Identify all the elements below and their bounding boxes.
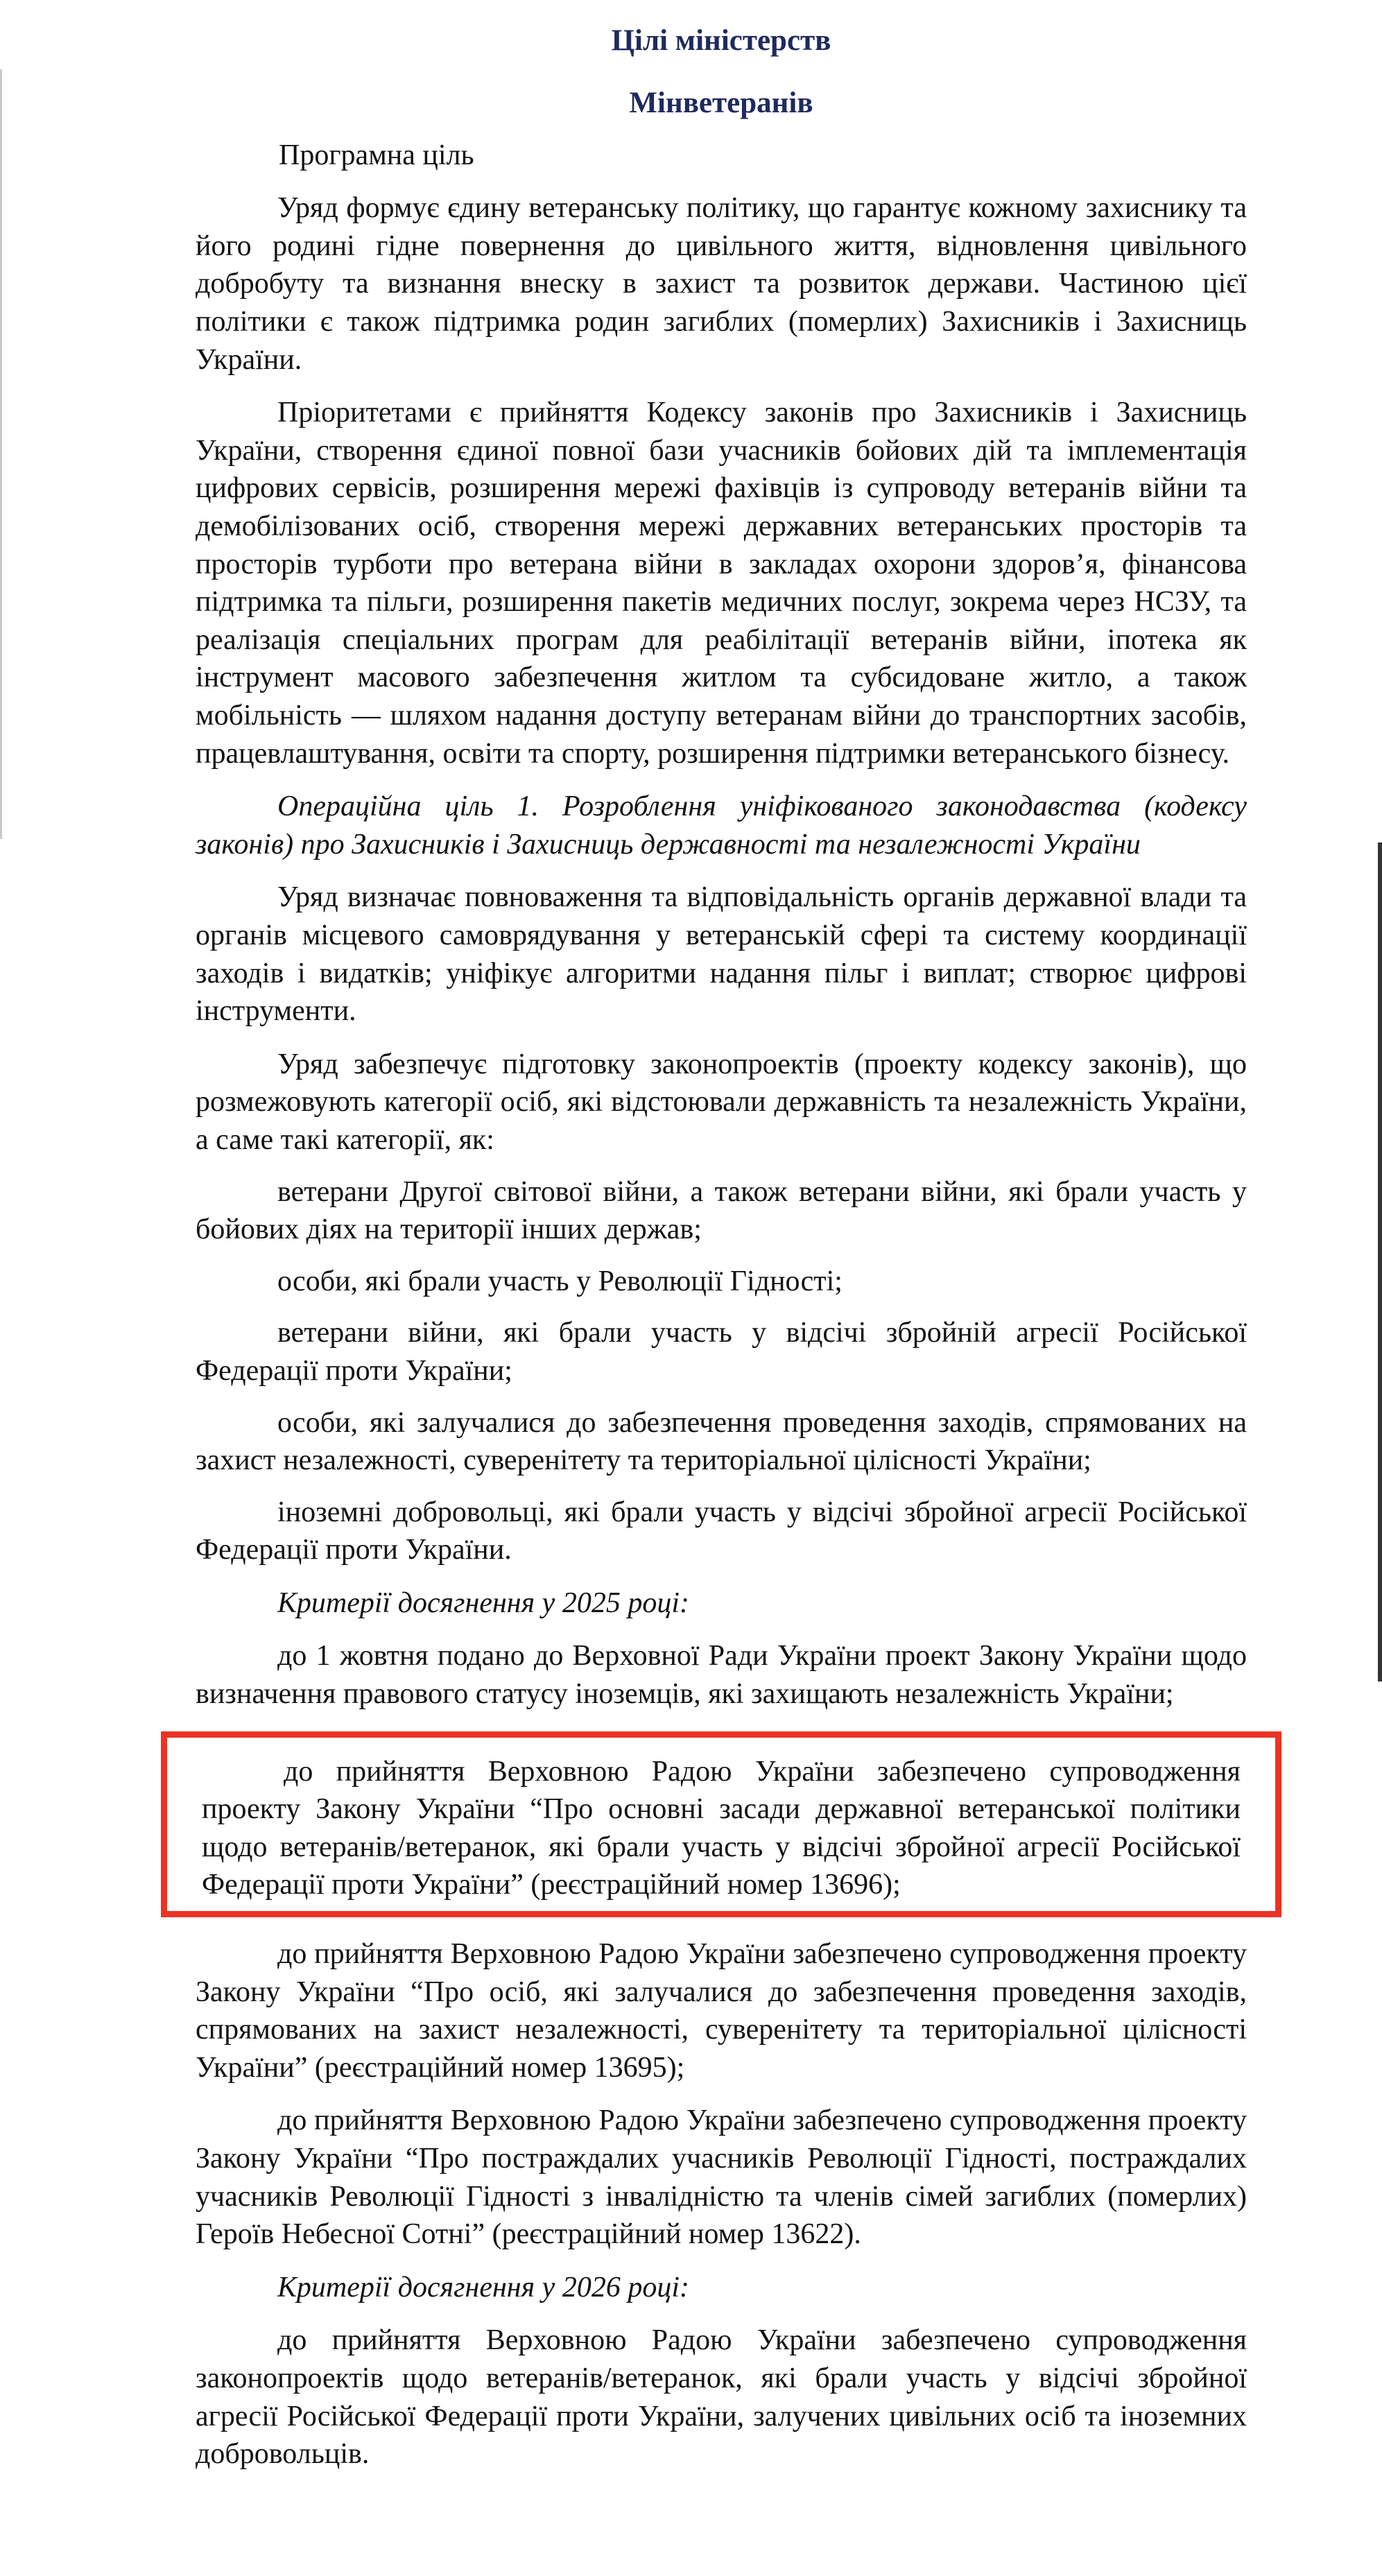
document-content — [196, 14, 1247, 2473]
criteria-2025-heading: Критерії досягнення у 2025 році: — [277, 1587, 689, 1619]
category-item: іноземні добровольці, які брали участь у відсічі збройної агресії Російської Федерації проти України. — [196, 1496, 1247, 1566]
criteria-2025-item: до прийняття Верховною Радою України забезпечено супроводження проекту Закону України “Про постраждалих учасників Революції Гідності, постраждалих учасників Революції Гідності з інвалідністю та членів сімей загиблих (померлих) Героїв Небесної Сотні” (реєстраційний номер 13622). — [196, 2104, 1247, 2251]
goal-paragraph-2: Уряд забезпечує підготовку законопроектів (проекту кодексу законів), що розмежовують категорії осіб, які відстоювали державність та незалежність України, а саме такі категорії, як: — [196, 1048, 1247, 1156]
section-title: Цілі міністерств — [611, 24, 831, 57]
intro-paragraph-1: Уряд формує єдину ветеранську політику, що гарантує кожному захиснику та його родині гідне повернення до цивільного життя, відновлення цивільного добробуту та визнання внеску в захист та розвиток держави. Частиною цієї політики є також підтримка родин загиблих (померлих) Захисників і Захисниць України. — [196, 192, 1247, 376]
intro-paragraph-2: Пріоритетами є прийняття Кодексу законів про Захисників і Захисниць України, створення єдиної повної бази учасників бойових дій та імплементація цифрових сервісів, розширення мережі фахівців із супроводу ветеранів війни та демобілізованих осіб, створення мережі державних ветеранських просторів та просторів турботи про ветерана війни в закладах охорони здоров’я, фінансова підтримка та пільги, розширення пакетів медичних послуг, зокрема через НСЗУ, та реалізація спеціальних програм для реабілітації ветеранів війни, іпотека як інструмент масового забезпечення житлом та субсидоване житло, а також мобільність — шляхом надання доступу ветеранам війни до транспортних засобів, працевлаштування, освіти та спорту, розширення підтримки ветеранського бізнесу. — [196, 397, 1247, 770]
operational-goal-heading: Операційна ціль 1. Розроблення уніфікованого законодавства (кодексу законів) про Захисників і Захисниць державності та незалежності України — [196, 790, 1247, 861]
criteria-2025-item: до прийняття Верховною Радою України забезпечено супроводження проекту Закону України “Про осіб, які залучалися до забезпечення проведення заходів, спрямованих на захист незалежності, суверенітету та територіальної цілісності України” (реєстраційний номер 13695); — [196, 1938, 1247, 2084]
scrollbar-indicator[interactable] — [1378, 842, 1382, 1682]
category-item: ветерани війни, які брали участь у відсічі збройній агресії Російської Федерації проти України; — [196, 1317, 1247, 1387]
criteria-2025-item: до 1 жовтня подано до Верховної Ради України проект Закону України щодо визначення правового статусу іноземців, які захищають незалежність України; — [196, 1640, 1247, 1711]
left-margin-rule — [0, 69, 2, 839]
category-item: особи, які залучалися до забезпечення проведення заходів, спрямованих на захист незалежності, суверенітету та територіальної цілісності України; — [196, 1406, 1247, 1477]
ministry-title: Мінветеранів — [629, 87, 813, 120]
goal-paragraph-1: Уряд визначає повноваження та відповідальність органів державної влади та органів місцевого самоврядування у ветеранській сфері та систему координації заходів і видатків; уніфікує алгоритми надання пільг і виплат; створює цифрові інструменти. — [196, 881, 1247, 1028]
criteria-2026-heading: Критерії досягнення у 2026 році: — [277, 2271, 689, 2303]
highlighted-criterion-box — [161, 1731, 1281, 1917]
category-item: ветерани Другої світової війни, а також ветерани війни, які брали участь у бойових діях на території інших держав; — [196, 1175, 1247, 1246]
category-item: особи, які брали участь у Революції Гідності; — [277, 1265, 843, 1297]
criteria-2026-item: до прийняття Верховною Радою України забезпечено супроводження законопроектів щодо ветеранів/ветеранок, які брали участь у відсічі збройної агресії Російської Федерації проти України, залучених цивільних осіб та іноземних добровольців. — [196, 2324, 1247, 2471]
program-goal-label: Програмна ціль — [279, 139, 474, 171]
criteria-2025-item-highlighted: до прийняття Верховною Радою України забезпечено супроводження проекту Закону України “Про основні засади державної ветеранської політики щодо ветеранів/ветеранок, які брали участь у відсічі збройної агресії Російської Федерації проти України” (реєстраційний номер 13696); — [202, 1755, 1241, 1901]
